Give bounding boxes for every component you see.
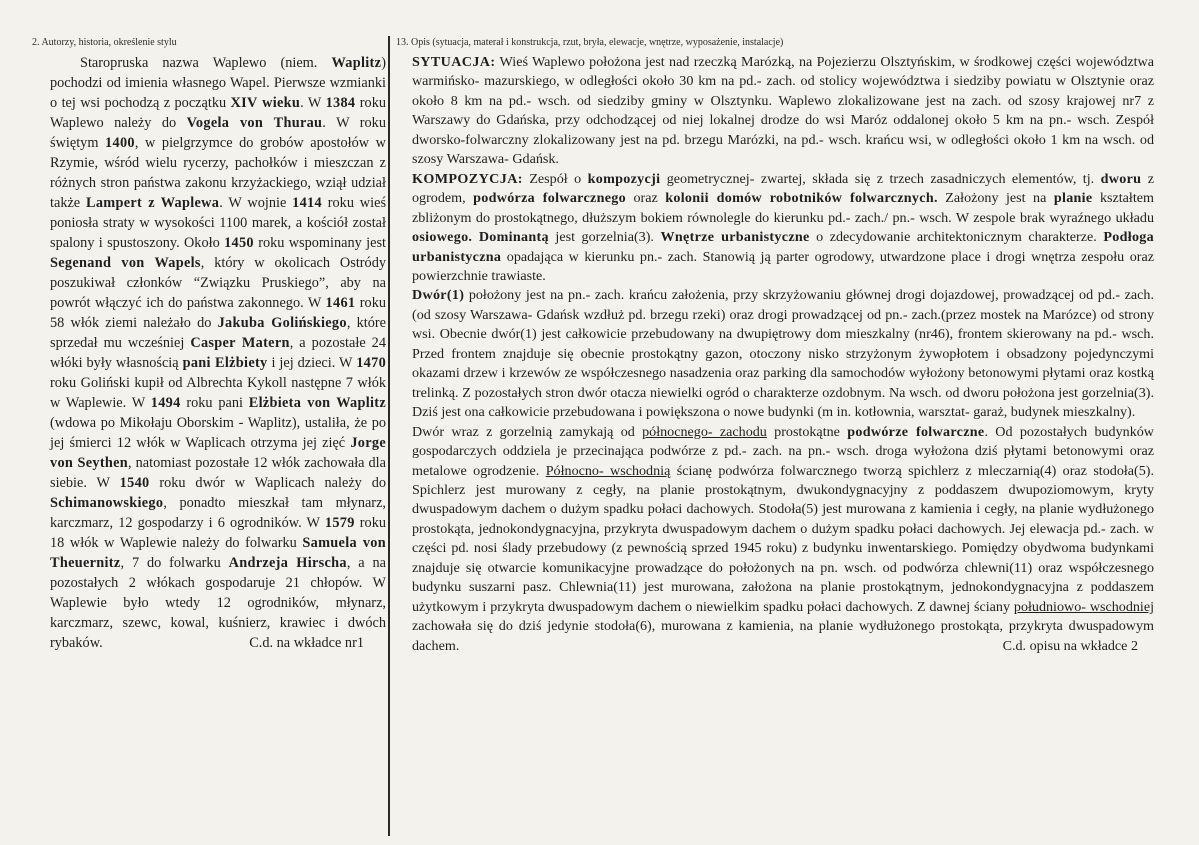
text-run: , który w okolicach Ostródy poszukiwał członków “Związku Pruskiego”, aby na powrót włączyć ich do państwa zakonnego. W xyxy=(50,255,386,311)
bold-term: podwórza folwarcznego xyxy=(473,190,626,207)
history-paragraph xyxy=(50,53,386,653)
column-divider xyxy=(388,36,390,836)
text-run: geometrycznej- zwartej, składa się z trzech zasadniczych elementów, tj. xyxy=(660,170,1101,187)
text-run: , w pielgrzymce do grobów apostołów w Rzymie, wśród wielu rycerzy, pachołków i mieszczan z różnych stron państwa zakonu krzyżackiego, wziął udział także xyxy=(50,135,386,211)
text-run: (wdowa po Mikołaju Oborskim - Waplitz), ustaliła, że po jej śmierci 12 włók w Waplicach otrzyma jej zięć xyxy=(50,415,386,451)
text-run: . W wojnie xyxy=(219,195,293,211)
bold-term: podwórze folwarczne xyxy=(847,423,985,440)
bold-term: Waplitz xyxy=(331,55,382,71)
bold-term: kolonii domów robotników folwarcznych. xyxy=(665,190,938,207)
bold-term: Jorge von Seythen xyxy=(50,435,386,471)
bold-term: kompozycji xyxy=(587,170,661,187)
history-continuation-note: C.d. na wkładce nr1 xyxy=(249,635,364,651)
bold-term: 1384 xyxy=(325,95,356,111)
text-run: roku Goliński kupił od Albrechta Kykoll następne 7 włók w Waplewie. W xyxy=(50,375,386,411)
bold-term: 1450 xyxy=(224,235,254,251)
text-run: Założony jest na xyxy=(937,190,1054,207)
bold-term: Schimanowskiego xyxy=(50,495,164,511)
text-run: o zdecydowanie architektonicznym charakterze. xyxy=(809,229,1104,246)
text-run: ścianę podwórza folwarcznego tworzą spichlerz z mleczarnią(4) oraz stodoła(5). Spichlerz jest murowany z cegły, na planie prostokątnym, dwukondygnacyjny z poddaszem dwupoziomowym, kryty dwuspadowym dachem o dużym spadku połaci dachowych. Stodoła(5) jest murowana z kamienia i cegły, na planie wydłużonego prostokąta, jednokondygnacyjna, przykryta dwuspadowym dachem o dużym spadku połaci dachowych. Jej elewacja pd.- zach. w części pd. nosi ślady przebudowy (z pewnością sprzed 1945 roku) z budynku inwentarskiego. Pomiędzy obydwoma budynkami znajduje się otwarcie komunikacyjne prowadzące do położonych na pn. wsch. od podwórza chlewni(11) oraz współczesnego budynku suszarni pasz. Chlewnia(11) jest murowana, założona na planie prostokątnym, jednokondygnacyjna z poddaszem użytkowym i przykryta dwuspadowym dachem o niewielkim spadku połaci dachowych. Z dawnej ściany xyxy=(412,462,1154,615)
bold-term: 1414 xyxy=(292,195,322,211)
bold-term: 1540 xyxy=(119,475,150,491)
bold-term: Dominantą xyxy=(478,229,549,246)
text-run: roku Waplewo należy do xyxy=(50,95,387,131)
bold-term: 1470 xyxy=(356,355,387,371)
text-run: , ponadto mieszkał tam młynarz, karczmarz, 12 gospodarzy i 6 ogrodników. W xyxy=(50,495,386,531)
bold-term: Podłoga urbanistyczna xyxy=(412,229,1154,265)
text-run: . W roku świętym xyxy=(50,115,386,151)
description-paragraph xyxy=(412,286,1154,422)
bold-term: 1400 xyxy=(105,135,135,151)
text-run: roku wieś poniosła straty w wysokości 1100 marek, a kościół został spalony i spustoszony. Około xyxy=(50,195,387,251)
description-continuation-note: C.d. opisu na wkładce 2 xyxy=(1002,637,1138,654)
bold-term: 1461 xyxy=(325,295,356,311)
bold-term: 1579 xyxy=(324,515,355,531)
text-run: Dwór wraz z gorzelnią zamykają od xyxy=(412,423,643,440)
bold-term: osiowego. xyxy=(412,229,473,246)
history-text xyxy=(30,53,388,653)
description-column xyxy=(396,36,1154,836)
text-run: Staropruska nazwa Waplewo (niem. xyxy=(80,55,332,71)
text-run: , a pozostałe 24 włóki były własnością xyxy=(50,335,386,371)
underlined-term: północnego- zachodu xyxy=(642,423,767,440)
bold-term: XIV wieku xyxy=(230,95,301,111)
text-run: Wieś Waplewo położona jest nad rzeczką Marózką, na Pojezierzu Olsztyńskim, w środkowej części województwa warmińsko- mazurskiego, w odległości około 30 km na pd.- zach. od stolicy województwa i siedziby powiatu w Olsztynie oraz około 8 km na pd.- wsch. od siedziby gminy w Olsztynku. Waplewo zlokalizowane jest na zach. od szosy krajowej nr7 z Warszawy do Gdańska, przy odchodzącej od niej lokalnej drodze do wsi Maróz oddalonej około 5 km na pn.- wsch. Zespół dworsko-folwarczny zlokalizowany jest na pd. brzegu Marózki, na pd.- wsch. krańcu wsi, w odległości około 1 km na wsch. od szosy Warszawa- Gdańsk. xyxy=(412,54,1154,168)
bold-term: Dwór(1) xyxy=(412,287,465,304)
bold-term: planie xyxy=(1053,190,1093,207)
bold-term: 1494 xyxy=(150,395,181,411)
history-column xyxy=(30,36,388,836)
bold-term: Elżbieta von Waplitz xyxy=(248,395,386,411)
text-run: prostokątne xyxy=(766,423,848,440)
text-run: , a na pozostałych 2 włókach gospodaruje 21 chłopów. W Waplewie było wtedy 12 ogrodników, młynarz, karczmarz, szewc, kowal, kuśnierz, krawiec i dwóch rybaków. xyxy=(50,555,386,651)
bold-term: Lampert z Waplewa xyxy=(85,195,220,211)
bold-term: Andrzeja Hirscha xyxy=(228,555,347,571)
bold-term: dworu xyxy=(1100,170,1142,187)
text-run: oraz xyxy=(625,190,666,207)
bold-term: Vogela von Thurau xyxy=(186,115,323,131)
bold-term: pani Elżbiety xyxy=(182,355,268,371)
history-heading: 2. Autorzy, historia, określenie stylu xyxy=(32,37,177,48)
description-heading: 13. Opis (sytuacja, materał i konstrukcja, rzut, bryła, elewacje, wnętrze, wyposażenie, instalacje) xyxy=(396,37,784,48)
text-run: roku pani xyxy=(180,395,249,411)
text-run: . W xyxy=(300,95,326,111)
text-run: i jej dzieci. W xyxy=(267,355,357,371)
text-run: opadająca w kierunku pn.- zach. Stanowią ją parter ogrodowy, utwardzone place i drogi wnętrza zespołu oraz powierzchnie trawiaste. xyxy=(412,248,1154,284)
text-run: roku dwór w Waplicach należy do xyxy=(149,475,386,491)
description-paragraph xyxy=(412,423,1154,656)
text-run: , 7 do folwarku xyxy=(120,555,229,571)
section-label: KOMPOZYCJA: xyxy=(412,170,523,187)
description-paragraph xyxy=(412,170,1154,287)
text-run: , natomiast pozostałe 12 włók zachowała dla siebie. W xyxy=(50,455,387,491)
bold-term: Jakuba Golińskiego xyxy=(217,315,347,331)
text-run: kształtem zbliżonym do prostokątnego, dłuższym bokiem równolegle do kierunku pd.- zach./ pn.- wsch. W zespole brak wyraźnego układu xyxy=(412,190,1154,226)
description-paragraph xyxy=(412,53,1154,170)
text-run: zachowała się do dziś jedynie stodoła(6), murowana z kamienia, na planie wydłużonego prostokąta, przykryta dwuspadowym dachem. xyxy=(412,618,1154,654)
text-run: ) pochodzi od imienia własnego Wapel. Pierwsze wzmianki o tej wsi pochodzą z początku xyxy=(50,55,386,111)
text-run: roku 58 włók ziemi należało do xyxy=(50,295,386,331)
bold-term: Segenand von Wapels xyxy=(50,255,201,271)
text-run: z ogrodem, xyxy=(412,170,1154,207)
text-run: . Od pozostałych budynków gospodarczych oddziela je przecinająca podwórze z pd.- zach. na pn.- wsch. droga wyłożona dziś płytami betonowymi oraz metalowe ogrodzenie. xyxy=(412,423,1154,479)
text-run: roku wspominany jest xyxy=(253,235,386,251)
text-run: położony jest na pn.- zach. krańcu założenia, przy skrzyżowaniu głównej drogi dojazdowej, prowadzącej od pd.- zach.(od szosy Warszawa- Gdańsk wzdłuż pd. brzegu rzeki) oraz drogi prowadzącej od pn.- zach.(przez mostek na Marózce) od strony wsi. Obecnie dwór(1) jest całkowicie przebudowany na dwupiętrowy dom mieszkalny (nr46), frontem skierowany na pd.- wsch. Przed frontem znajduje się obecnie prostokątny gazon, otoczony nisko strzyżonym żywopłotem i obsadzony pojedynczymi okazami drzew i krzewów ze współczesnego nasadzenia oraz parking dla samochodów wyłożony betonowymi płytami oraz kostką trelinką. Z pozostałych stron dwór otacza niewielki ogród o charakterze ozdobnym. Na wsch. od dworu położona jest gorzelnia(3). Dziś jest ona całkowicie przebudowana i powiększona o nowe budynki (m in. kotłownia, warsztat- garaż, budynek mieszkalny). xyxy=(412,287,1154,421)
description-text xyxy=(396,53,1154,656)
text-run: jest gorzelnia(3). xyxy=(548,229,661,246)
underlined-term: południowo- wschodniej xyxy=(1013,598,1155,615)
bold-term: Wnętrze urbanistyczne xyxy=(660,229,810,246)
bold-term: Samuela von Theuernitz xyxy=(50,535,386,571)
text-run: , które sprzedał mu wcześniej xyxy=(50,315,386,351)
section-label: SYTUACJA: xyxy=(412,54,496,70)
text-run: Zespół o xyxy=(522,170,588,187)
bold-term: Casper Matern xyxy=(190,335,290,351)
text-run: roku 18 włók w Waplewie należy do folwarku xyxy=(50,515,386,551)
underlined-term: Północno- wschodnią xyxy=(545,462,671,479)
